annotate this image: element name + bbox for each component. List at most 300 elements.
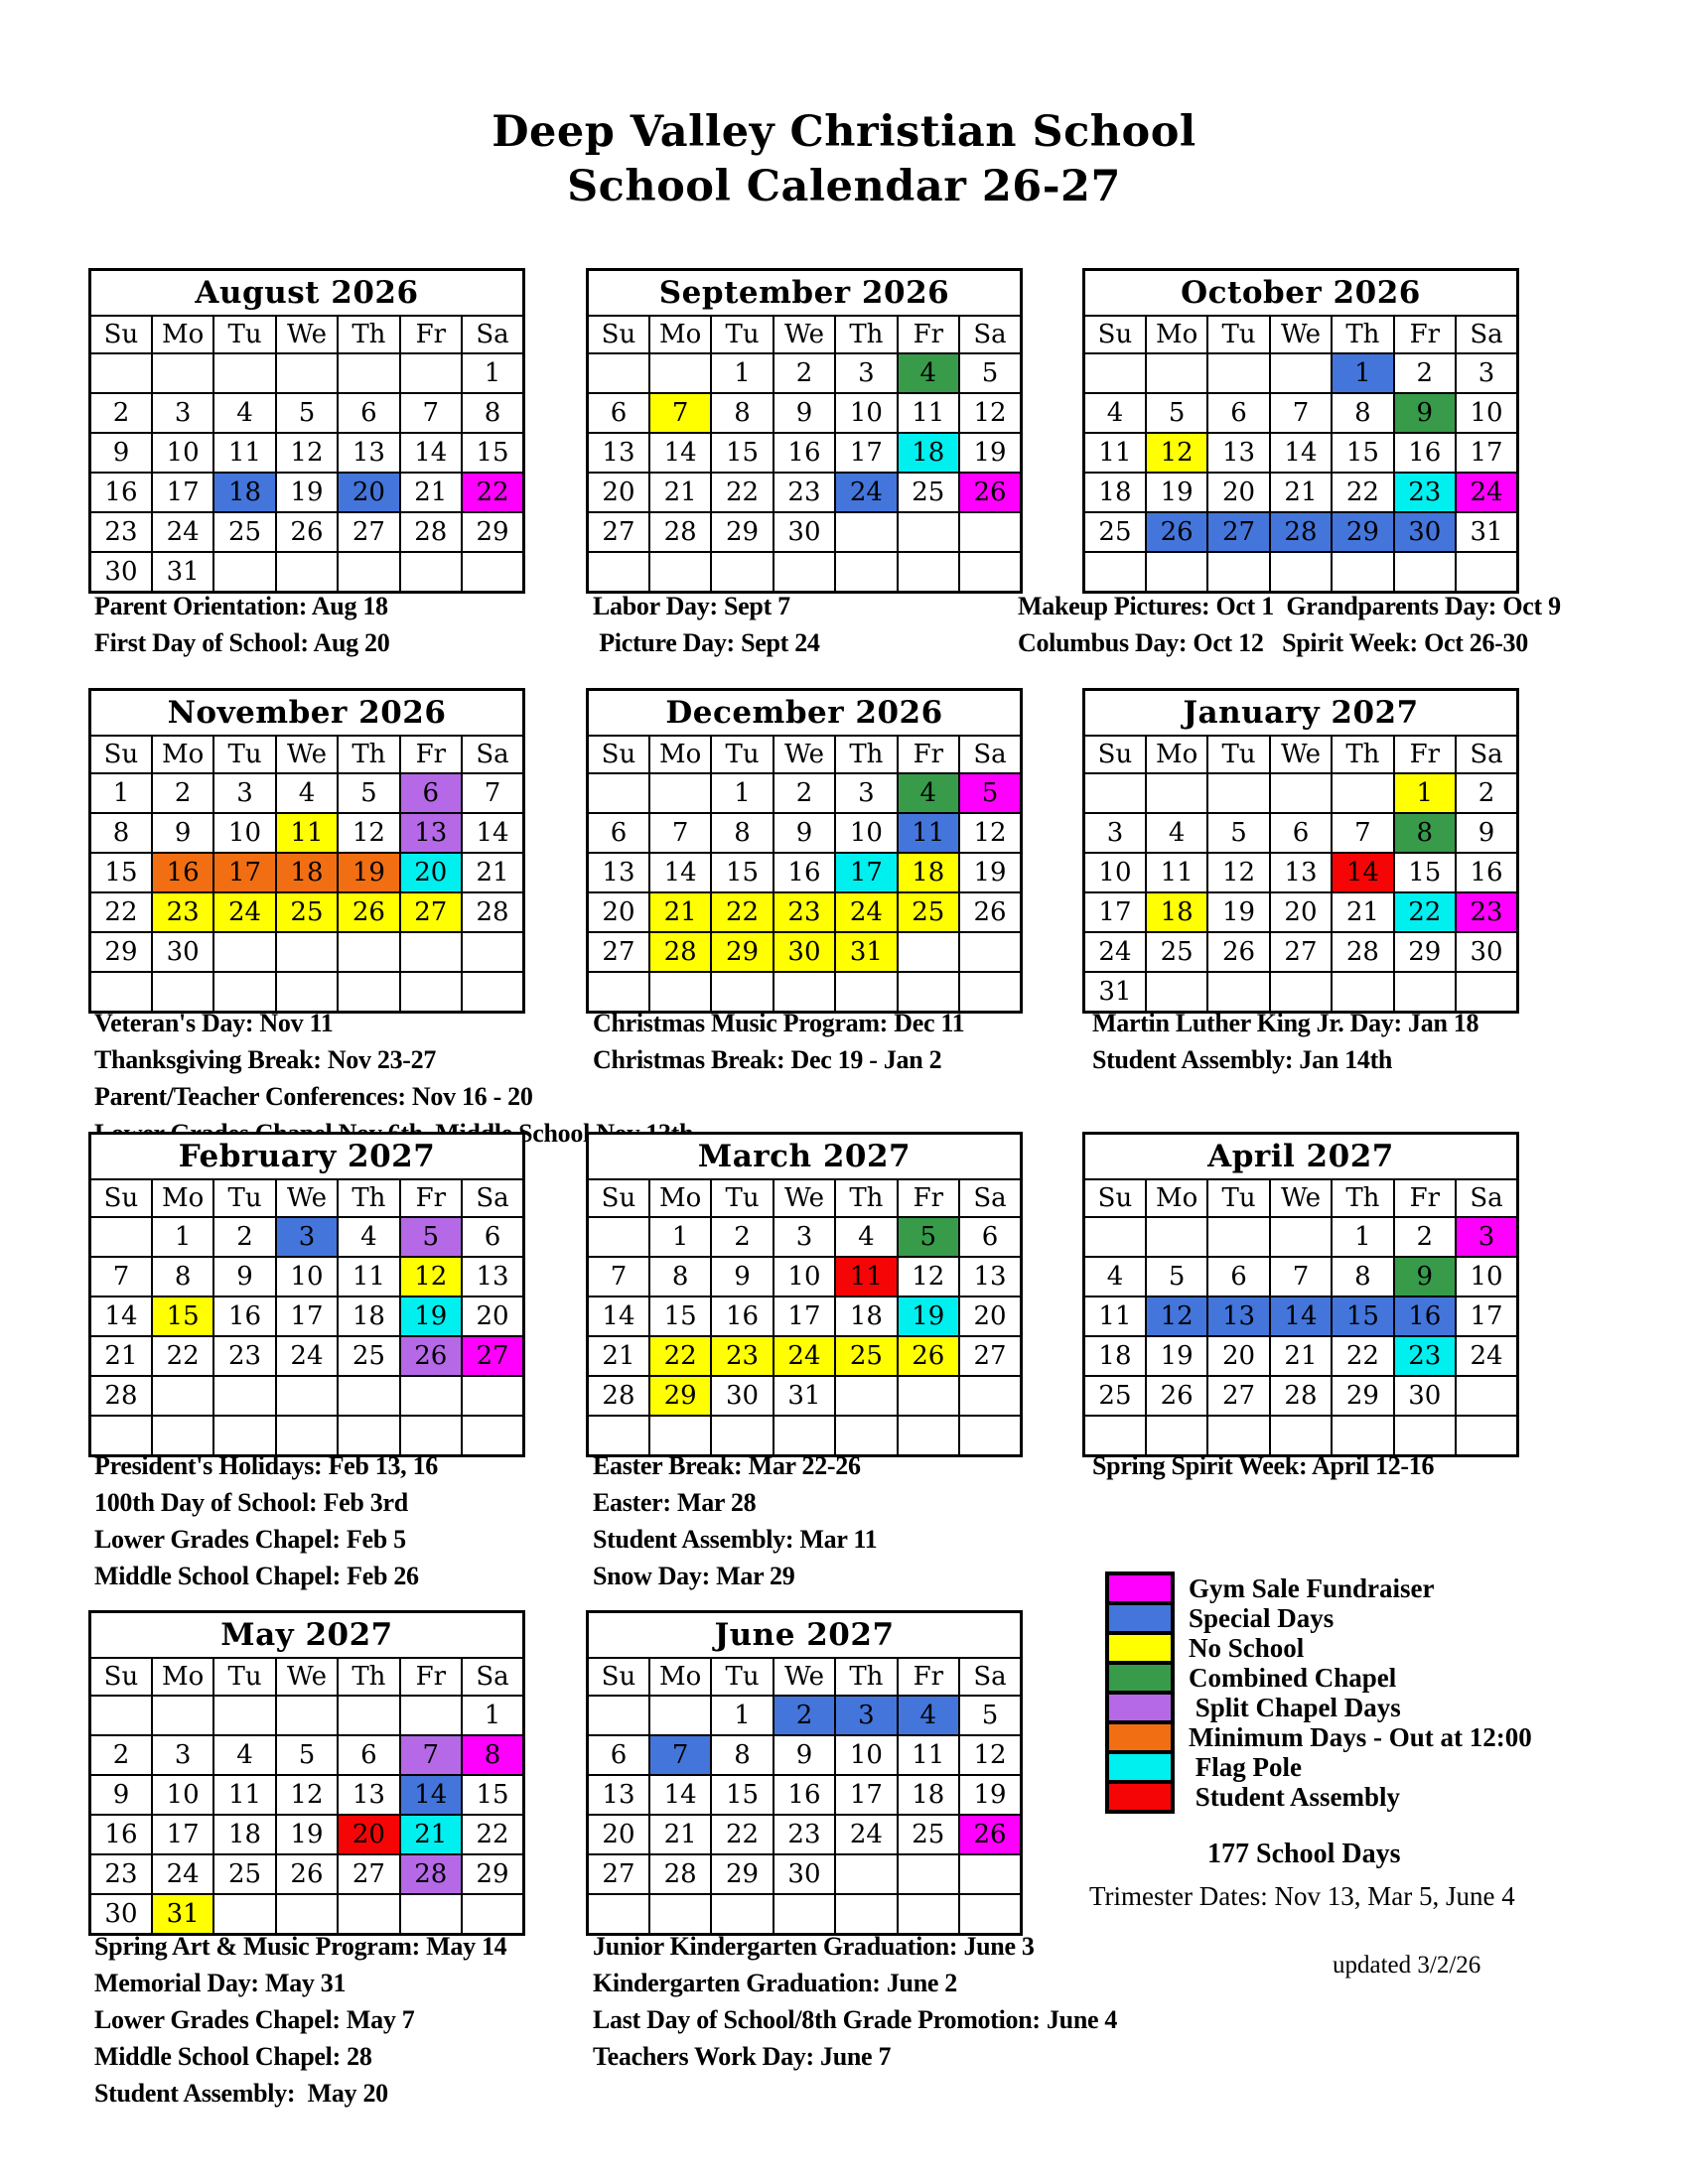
month-february-2027 bbox=[88, 1132, 525, 1457]
day-header: Mo bbox=[1146, 736, 1207, 773]
day-cell bbox=[835, 1376, 897, 1416]
day-cell: 25 bbox=[835, 1336, 897, 1376]
day-cell: 15 bbox=[711, 433, 773, 473]
day-cell: 22 bbox=[649, 1336, 711, 1376]
day-cell: 3 bbox=[1456, 1217, 1517, 1257]
week-row bbox=[588, 433, 1022, 473]
day-cell: 24 bbox=[276, 1336, 338, 1376]
day-cell: 4 bbox=[213, 393, 275, 433]
day-cell: 27 bbox=[338, 512, 399, 552]
day-cell: 14 bbox=[1270, 433, 1332, 473]
day-cell: 11 bbox=[213, 433, 275, 473]
day-header: Su bbox=[1084, 316, 1146, 353]
day-cell: 14 bbox=[1332, 853, 1393, 892]
day-cell bbox=[1207, 552, 1269, 593]
day-header: Sa bbox=[959, 316, 1021, 353]
day-header: Tu bbox=[213, 1179, 275, 1217]
page-title bbox=[0, 105, 1688, 214]
note-line: Columbus Day: Oct 12 Spirit Week: Oct 26-30 bbox=[1018, 628, 1528, 657]
day-cell: 26 bbox=[959, 892, 1021, 932]
month-november-2026 bbox=[88, 688, 525, 1014]
month-title: February 2027 bbox=[90, 1134, 524, 1180]
day-cell bbox=[338, 1376, 399, 1416]
day-cell: 6 bbox=[462, 1217, 523, 1257]
day-cell bbox=[462, 932, 523, 972]
day-cell: 10 bbox=[152, 1775, 213, 1815]
day-cell bbox=[213, 932, 275, 972]
month-title: December 2026 bbox=[588, 690, 1022, 737]
day-cell: 30 bbox=[1394, 1376, 1456, 1416]
day-cell: 12 bbox=[959, 813, 1021, 853]
day-cell bbox=[213, 552, 275, 593]
day-cell: 14 bbox=[649, 433, 711, 473]
day-cell: 12 bbox=[338, 813, 399, 853]
day-cell bbox=[1270, 353, 1332, 393]
day-cell: 5 bbox=[1146, 393, 1207, 433]
day-header-row bbox=[90, 316, 524, 353]
day-cell: 10 bbox=[1084, 853, 1146, 892]
day-cell: 4 bbox=[213, 1735, 275, 1775]
day-cell: 13 bbox=[462, 1257, 523, 1297]
day-cell: 14 bbox=[588, 1297, 649, 1336]
month-october-2026 bbox=[1082, 268, 1519, 594]
day-cell: 7 bbox=[649, 1735, 711, 1775]
day-cell: 23 bbox=[774, 892, 835, 932]
day-header: We bbox=[774, 316, 835, 353]
week-row bbox=[1084, 353, 1518, 393]
day-cell: 8 bbox=[1332, 1257, 1393, 1297]
month-title: March 2027 bbox=[588, 1134, 1022, 1180]
day-cell: 28 bbox=[400, 512, 462, 552]
day-header: Fr bbox=[898, 1179, 959, 1217]
day-header: Mo bbox=[649, 1179, 711, 1217]
day-header: Tu bbox=[213, 1658, 275, 1696]
day-cell: 6 bbox=[400, 773, 462, 813]
day-header: Su bbox=[1084, 736, 1146, 773]
month-notes-september-2026 bbox=[593, 588, 820, 661]
month-title: September 2026 bbox=[588, 270, 1022, 317]
day-cell bbox=[1270, 773, 1332, 813]
day-cell: 31 bbox=[774, 1376, 835, 1416]
day-cell bbox=[1084, 773, 1146, 813]
day-header: Sa bbox=[1456, 736, 1517, 773]
month-june-2027 bbox=[586, 1610, 1023, 1936]
note-line: First Day of School: Aug 20 bbox=[94, 628, 390, 657]
day-cell: 15 bbox=[711, 1775, 773, 1815]
day-cell: 12 bbox=[959, 1735, 1021, 1775]
week-row bbox=[1084, 1217, 1518, 1257]
day-cell: 22 bbox=[711, 892, 773, 932]
day-cell bbox=[959, 552, 1021, 593]
month-title-row bbox=[588, 270, 1022, 317]
day-cell: 3 bbox=[835, 773, 897, 813]
week-row bbox=[90, 813, 524, 853]
day-cell: 4 bbox=[898, 353, 959, 393]
day-cell: 30 bbox=[1456, 932, 1517, 972]
month-title: May 2027 bbox=[90, 1612, 524, 1659]
month-table bbox=[586, 1132, 1023, 1457]
day-cell: 24 bbox=[152, 512, 213, 552]
day-cell: 19 bbox=[1207, 892, 1269, 932]
day-cell: 22 bbox=[462, 1815, 523, 1854]
day-cell: 11 bbox=[1084, 1297, 1146, 1336]
day-cell: 23 bbox=[1394, 473, 1456, 512]
week-row bbox=[588, 473, 1022, 512]
day-cell: 18 bbox=[276, 853, 338, 892]
month-title-row bbox=[90, 690, 524, 737]
day-header: We bbox=[276, 1658, 338, 1696]
day-cell bbox=[400, 1696, 462, 1735]
day-header: Fr bbox=[1394, 736, 1456, 773]
day-cell: 23 bbox=[774, 1815, 835, 1854]
day-cell bbox=[1270, 552, 1332, 593]
day-cell: 22 bbox=[152, 1336, 213, 1376]
day-header: Tu bbox=[213, 316, 275, 353]
week-row bbox=[90, 773, 524, 813]
day-cell: 3 bbox=[1084, 813, 1146, 853]
day-cell: 22 bbox=[462, 473, 523, 512]
day-header-row bbox=[588, 316, 1022, 353]
day-cell: 16 bbox=[90, 1815, 152, 1854]
day-cell bbox=[1146, 1217, 1207, 1257]
day-header: Su bbox=[588, 736, 649, 773]
week-row bbox=[588, 393, 1022, 433]
note-line: Snow Day: Mar 29 bbox=[593, 1562, 795, 1590]
day-cell: 30 bbox=[774, 932, 835, 972]
day-cell: 28 bbox=[649, 932, 711, 972]
week-row bbox=[1084, 1376, 1518, 1416]
day-cell: 22 bbox=[1394, 892, 1456, 932]
day-header: Su bbox=[90, 736, 152, 773]
day-cell bbox=[1084, 552, 1146, 593]
day-cell: 21 bbox=[90, 1336, 152, 1376]
day-cell: 22 bbox=[90, 892, 152, 932]
calendar-year-title: School Calendar 26-27 bbox=[567, 162, 1121, 211]
day-cell: 24 bbox=[835, 473, 897, 512]
week-row bbox=[588, 1696, 1022, 1735]
day-cell bbox=[774, 552, 835, 593]
day-cell bbox=[152, 1376, 213, 1416]
day-cell: 10 bbox=[276, 1257, 338, 1297]
day-cell: 20 bbox=[588, 892, 649, 932]
day-header-row bbox=[90, 1658, 524, 1696]
day-cell: 9 bbox=[213, 1257, 275, 1297]
day-cell: 28 bbox=[1270, 512, 1332, 552]
day-cell: 9 bbox=[774, 1735, 835, 1775]
note-line: Spring Art & Music Program: May 14 bbox=[94, 1932, 507, 1961]
month-may-2027 bbox=[88, 1610, 525, 1936]
month-december-2026 bbox=[586, 688, 1023, 1014]
day-header: Sa bbox=[462, 316, 523, 353]
day-cell: 13 bbox=[338, 1775, 399, 1815]
day-cell bbox=[276, 353, 338, 393]
day-cell: 17 bbox=[1084, 892, 1146, 932]
month-april-2027 bbox=[1082, 1132, 1519, 1457]
day-cell: 8 bbox=[711, 1735, 773, 1775]
day-header: Mo bbox=[649, 736, 711, 773]
week-row bbox=[1084, 552, 1518, 593]
day-cell: 5 bbox=[276, 393, 338, 433]
day-cell bbox=[152, 353, 213, 393]
day-cell: 1 bbox=[90, 773, 152, 813]
month-title-row bbox=[1084, 690, 1518, 737]
day-cell: 21 bbox=[462, 853, 523, 892]
day-header: Su bbox=[90, 316, 152, 353]
day-cell: 26 bbox=[1146, 1376, 1207, 1416]
day-cell: 28 bbox=[588, 1376, 649, 1416]
day-cell: 6 bbox=[959, 1217, 1021, 1257]
note-line: Parent/Teacher Conferences: Nov 16 - 20 bbox=[94, 1082, 533, 1111]
day-cell bbox=[90, 1696, 152, 1735]
day-cell: 5 bbox=[959, 773, 1021, 813]
day-header: Th bbox=[338, 1658, 399, 1696]
day-cell: 13 bbox=[400, 813, 462, 853]
day-cell bbox=[276, 1376, 338, 1416]
day-cell: 22 bbox=[1332, 1336, 1393, 1376]
day-cell: 4 bbox=[898, 773, 959, 813]
day-header: Tu bbox=[1207, 1179, 1269, 1217]
day-cell: 12 bbox=[959, 393, 1021, 433]
day-cell: 20 bbox=[1270, 892, 1332, 932]
month-title: August 2026 bbox=[90, 270, 524, 317]
day-cell: 3 bbox=[835, 353, 897, 393]
day-header: We bbox=[1270, 736, 1332, 773]
week-row bbox=[1084, 813, 1518, 853]
day-cell: 7 bbox=[1332, 813, 1393, 853]
day-cell: 19 bbox=[959, 853, 1021, 892]
note-line: Lower Grades Chapel: May 7 bbox=[94, 2005, 415, 2034]
legend-label: Gym Sale Fundraiser bbox=[1189, 1572, 1435, 1603]
day-cell: 23 bbox=[711, 1336, 773, 1376]
day-header: Th bbox=[1332, 1179, 1393, 1217]
week-row bbox=[90, 892, 524, 932]
legend-item bbox=[1105, 1750, 1532, 1784]
day-cell: 21 bbox=[649, 473, 711, 512]
week-row bbox=[90, 353, 524, 393]
day-cell: 8 bbox=[1394, 813, 1456, 853]
note-line: Easter Break: Mar 22-26 bbox=[593, 1451, 861, 1480]
day-cell bbox=[400, 1376, 462, 1416]
day-cell: 4 bbox=[835, 1217, 897, 1257]
day-cell: 30 bbox=[1394, 512, 1456, 552]
day-cell: 16 bbox=[1394, 1297, 1456, 1336]
day-cell bbox=[959, 1416, 1021, 1456]
week-row bbox=[588, 853, 1022, 892]
day-cell: 17 bbox=[774, 1297, 835, 1336]
day-cell: 13 bbox=[1207, 1297, 1269, 1336]
month-notes-april-2027 bbox=[1092, 1447, 1434, 1484]
day-header: Sa bbox=[1456, 1179, 1517, 1217]
day-cell: 8 bbox=[462, 393, 523, 433]
week-row bbox=[1084, 773, 1518, 813]
day-cell: 13 bbox=[588, 433, 649, 473]
day-cell bbox=[338, 552, 399, 593]
day-header: We bbox=[1270, 316, 1332, 353]
week-row bbox=[588, 1854, 1022, 1894]
day-cell: 12 bbox=[276, 1775, 338, 1815]
day-cell: 12 bbox=[898, 1257, 959, 1297]
legend-color-swatch-special-days bbox=[1105, 1601, 1175, 1635]
day-header: Sa bbox=[462, 1179, 523, 1217]
note-line: Middle School Chapel: 28 bbox=[94, 2042, 372, 2071]
day-cell: 23 bbox=[1394, 1336, 1456, 1376]
day-cell bbox=[1084, 1217, 1146, 1257]
note-line: 100th Day of School: Feb 3rd bbox=[94, 1488, 408, 1517]
note-line: Thanksgiving Break: Nov 23-27 bbox=[94, 1045, 437, 1074]
day-cell: 20 bbox=[338, 1815, 399, 1854]
day-cell: 17 bbox=[835, 853, 897, 892]
day-cell: 10 bbox=[835, 1735, 897, 1775]
day-cell: 3 bbox=[774, 1217, 835, 1257]
day-cell: 19 bbox=[276, 1815, 338, 1854]
updated-date: updated 3/2/26 bbox=[1333, 1952, 1481, 1979]
month-notes-may-2027 bbox=[94, 1928, 506, 2112]
note-line: Student Assembly: Mar 11 bbox=[593, 1525, 878, 1554]
month-notes-december-2026 bbox=[593, 1005, 964, 1078]
day-cell: 9 bbox=[1394, 393, 1456, 433]
legend-item bbox=[1105, 1571, 1532, 1605]
day-cell: 15 bbox=[90, 853, 152, 892]
day-cell: 30 bbox=[774, 1854, 835, 1894]
day-cell: 11 bbox=[338, 1257, 399, 1297]
day-cell: 25 bbox=[1084, 1376, 1146, 1416]
day-cell bbox=[276, 932, 338, 972]
day-cell: 13 bbox=[1207, 433, 1269, 473]
day-header: Su bbox=[90, 1658, 152, 1696]
day-cell: 1 bbox=[711, 353, 773, 393]
day-cell bbox=[400, 353, 462, 393]
day-cell: 8 bbox=[1332, 393, 1393, 433]
day-cell bbox=[1207, 1217, 1269, 1257]
day-cell bbox=[835, 552, 897, 593]
day-cell bbox=[213, 353, 275, 393]
day-cell bbox=[588, 552, 649, 593]
day-cell bbox=[462, 1416, 523, 1456]
day-cell: 18 bbox=[898, 853, 959, 892]
day-header-row bbox=[90, 1179, 524, 1217]
day-cell: 19 bbox=[959, 1775, 1021, 1815]
day-cell: 13 bbox=[1270, 853, 1332, 892]
day-cell: 18 bbox=[1084, 473, 1146, 512]
month-table bbox=[586, 688, 1023, 1014]
day-cell bbox=[400, 552, 462, 593]
day-cell: 11 bbox=[1084, 433, 1146, 473]
note-line: Spring Spirit Week: April 12-16 bbox=[1092, 1451, 1435, 1480]
day-cell bbox=[338, 353, 399, 393]
week-row bbox=[90, 1257, 524, 1297]
month-table bbox=[88, 1132, 525, 1457]
note-line: Picture Day: Sept 24 bbox=[593, 628, 820, 657]
day-cell: 29 bbox=[711, 932, 773, 972]
day-header: Sa bbox=[959, 1658, 1021, 1696]
week-row bbox=[588, 773, 1022, 813]
day-cell: 30 bbox=[90, 1894, 152, 1935]
day-cell bbox=[1207, 773, 1269, 813]
week-row bbox=[90, 1775, 524, 1815]
day-cell: 27 bbox=[588, 932, 649, 972]
day-cell: 11 bbox=[213, 1775, 275, 1815]
day-header: Su bbox=[90, 1179, 152, 1217]
day-cell: 4 bbox=[276, 773, 338, 813]
day-cell: 23 bbox=[1456, 892, 1517, 932]
month-title: April 2027 bbox=[1084, 1134, 1518, 1180]
day-cell: 23 bbox=[90, 1854, 152, 1894]
day-cell: 10 bbox=[835, 813, 897, 853]
day-cell: 18 bbox=[338, 1297, 399, 1336]
day-cell bbox=[1456, 1416, 1517, 1456]
day-cell: 16 bbox=[1394, 433, 1456, 473]
day-header: Mo bbox=[649, 316, 711, 353]
day-cell: 13 bbox=[588, 1775, 649, 1815]
day-cell: 16 bbox=[774, 853, 835, 892]
week-row bbox=[90, 1336, 524, 1376]
day-header: Tu bbox=[711, 736, 773, 773]
note-line: Teachers Work Day: June 7 bbox=[593, 2042, 892, 2071]
day-cell: 24 bbox=[835, 892, 897, 932]
day-cell: 25 bbox=[213, 512, 275, 552]
day-cell: 5 bbox=[338, 773, 399, 813]
day-cell: 30 bbox=[774, 512, 835, 552]
month-march-2027 bbox=[586, 1132, 1023, 1457]
week-row bbox=[588, 1376, 1022, 1416]
day-cell: 25 bbox=[1084, 512, 1146, 552]
week-row bbox=[1084, 512, 1518, 552]
school-days-total: 177 School Days bbox=[1207, 1839, 1401, 1869]
day-cell bbox=[959, 972, 1021, 1013]
day-cell bbox=[213, 1696, 275, 1735]
day-cell: 28 bbox=[649, 1854, 711, 1894]
month-august-2026 bbox=[88, 268, 525, 594]
day-cell bbox=[1084, 353, 1146, 393]
week-row bbox=[90, 1297, 524, 1336]
legend-color-swatch-split-chapel-days bbox=[1105, 1691, 1175, 1724]
day-cell bbox=[649, 773, 711, 813]
day-cell: 6 bbox=[338, 1735, 399, 1775]
month-table bbox=[1082, 688, 1519, 1014]
day-cell: 13 bbox=[588, 853, 649, 892]
day-cell: 15 bbox=[152, 1297, 213, 1336]
day-cell: 1 bbox=[649, 1217, 711, 1257]
day-cell: 9 bbox=[774, 393, 835, 433]
day-cell: 27 bbox=[1207, 512, 1269, 552]
day-header-row bbox=[588, 1179, 1022, 1217]
week-row bbox=[1084, 393, 1518, 433]
day-cell: 26 bbox=[1146, 512, 1207, 552]
month-notes-august-2026 bbox=[94, 588, 389, 661]
day-cell: 27 bbox=[588, 512, 649, 552]
day-cell: 28 bbox=[649, 512, 711, 552]
month-table bbox=[88, 688, 525, 1014]
day-cell bbox=[898, 512, 959, 552]
day-header: Mo bbox=[649, 1658, 711, 1696]
week-row bbox=[588, 1735, 1022, 1775]
day-cell: 29 bbox=[1394, 932, 1456, 972]
day-cell: 12 bbox=[1146, 433, 1207, 473]
day-cell: 16 bbox=[711, 1297, 773, 1336]
month-title: June 2027 bbox=[588, 1612, 1022, 1659]
day-cell: 2 bbox=[1394, 353, 1456, 393]
day-cell: 29 bbox=[711, 1854, 773, 1894]
month-title-row bbox=[1084, 1134, 1518, 1180]
day-header: Sa bbox=[462, 1658, 523, 1696]
month-table bbox=[586, 1610, 1023, 1936]
day-header: We bbox=[276, 1179, 338, 1217]
day-cell: 23 bbox=[152, 892, 213, 932]
week-row bbox=[588, 1297, 1022, 1336]
week-row bbox=[90, 393, 524, 433]
day-header: Su bbox=[1084, 1179, 1146, 1217]
month-september-2026 bbox=[586, 268, 1023, 594]
